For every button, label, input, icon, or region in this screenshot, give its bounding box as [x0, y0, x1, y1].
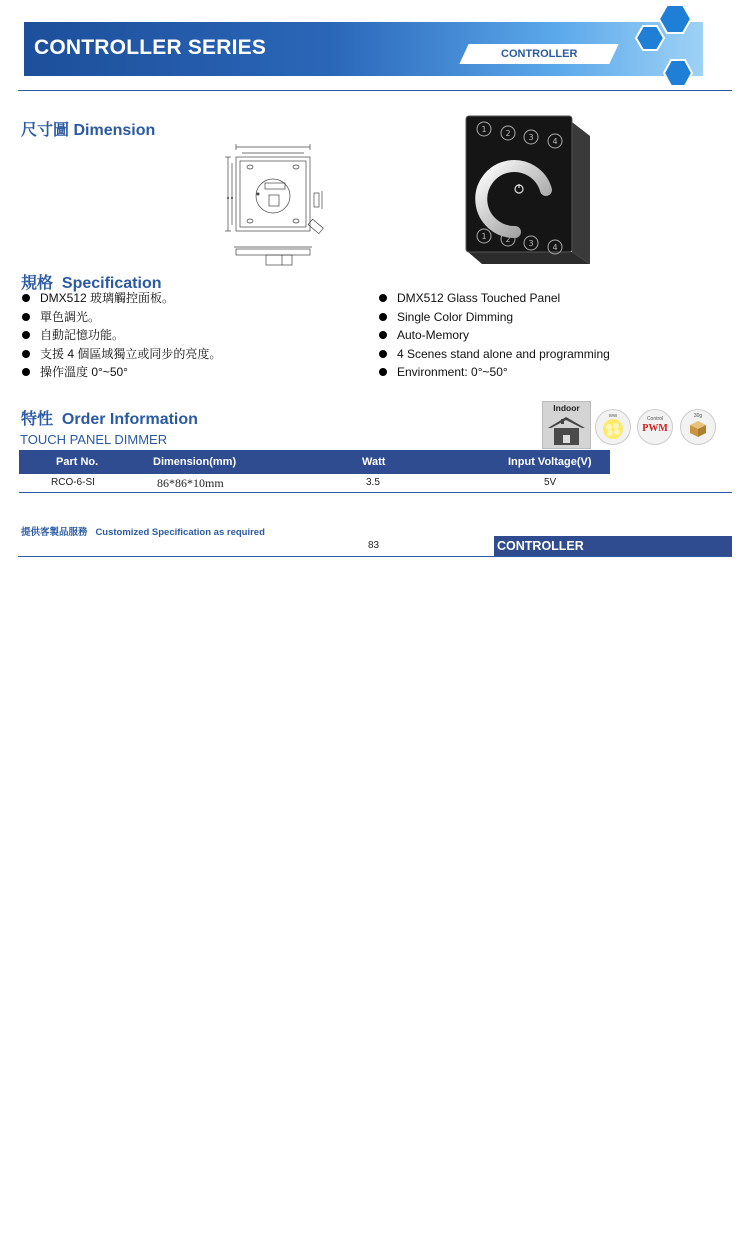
svg-text:3: 3	[528, 133, 534, 142]
svg-text:1: 1	[481, 232, 487, 241]
warm-white-badge: WW	[595, 409, 631, 445]
column-header: Dimension(mm)	[153, 456, 237, 468]
list-item: 單色調光。	[20, 308, 221, 327]
table-row	[19, 474, 732, 493]
product-photo	[460, 112, 596, 270]
svg-text:1: 1	[481, 125, 487, 134]
svg-text:2: 2	[505, 235, 511, 244]
table-cell: RCO-6-SI	[51, 477, 95, 488]
list-item: 操作溫度 0°~50°	[20, 363, 221, 382]
dimension-heading: 尺寸圖 Dimension	[21, 122, 156, 139]
header-banner	[24, 22, 703, 76]
header-tag: CONTROLLER	[459, 44, 618, 64]
footer-section-label: CONTROLLER	[494, 536, 732, 556]
specification-heading: 規格 Specification	[21, 275, 162, 292]
light-bulb-icon	[601, 417, 625, 441]
svg-text:4: 4	[552, 137, 558, 146]
list-item: Auto-Memory	[377, 326, 610, 345]
weight-badge: 30g	[680, 409, 716, 445]
footer-note: 提供客製品服務 Customized Specification as required	[21, 527, 265, 538]
spec-list-en	[377, 289, 610, 382]
pwm-control-badge: Control PWM	[637, 409, 673, 445]
page-number: 83	[368, 540, 380, 551]
hexagon-decoration	[606, 2, 706, 92]
list-item: 4 Scenes stand alone and programming	[377, 345, 610, 364]
order-table-header	[19, 450, 610, 474]
dimension-drawing	[222, 143, 334, 269]
spec-list-cn	[20, 289, 221, 382]
column-header: Watt	[362, 456, 386, 468]
table-cell: 5V	[544, 477, 557, 488]
list-item: DMX512 Glass Touched Panel	[377, 289, 610, 308]
indoor-badge: Indoor	[542, 401, 591, 449]
list-item: 支援 4 個區域獨立或同步的亮度。	[20, 345, 221, 364]
house-icon	[546, 414, 587, 446]
svg-text:4: 4	[552, 243, 558, 252]
list-item: DMX512 玻璃觸控面板。	[20, 289, 221, 308]
list-item: Environment: 0°~50°	[377, 363, 610, 382]
package-icon	[689, 420, 707, 438]
svg-text:2: 2	[505, 129, 511, 138]
list-item: Single Color Dimming	[377, 308, 610, 327]
order-heading: 特性 Order Information	[21, 411, 198, 428]
table-cell: 3.5	[366, 477, 380, 488]
page-title: CONTROLLER SERIES	[34, 36, 267, 59]
list-item: 自動記憶功能。	[20, 326, 221, 345]
table-cell: 86*86*10mm	[157, 476, 224, 490]
column-header: Input Voltage(V)	[508, 456, 592, 468]
order-subtitle: TOUCH PANEL DIMMER	[20, 432, 168, 447]
column-header: Part No.	[56, 456, 99, 468]
svg-text:3: 3	[528, 239, 534, 248]
footer-rule	[18, 556, 732, 557]
header-rule	[18, 90, 732, 91]
